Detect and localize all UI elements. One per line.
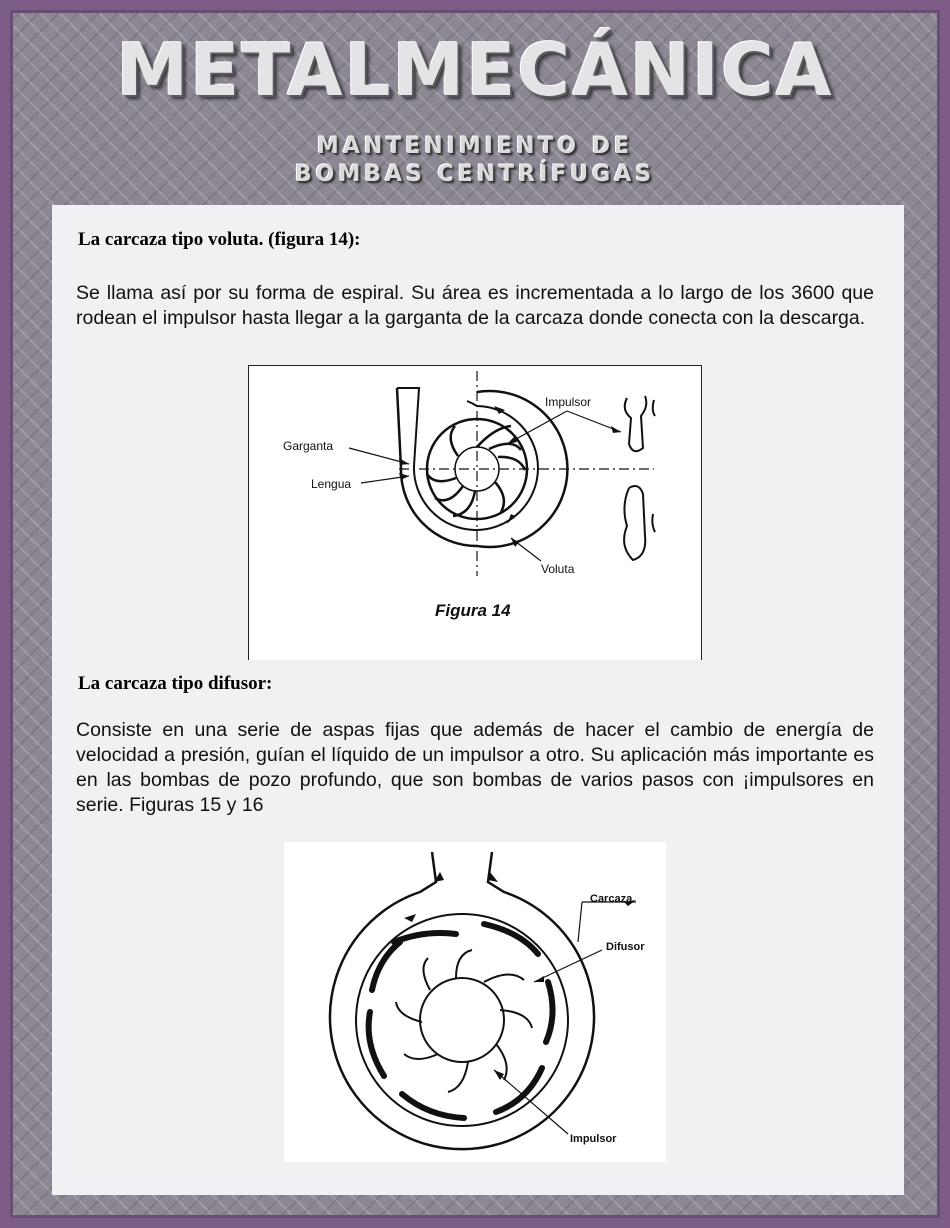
label-impulsor: Impulsor	[545, 395, 592, 409]
diffuser-svg	[284, 842, 666, 1162]
paragraph-difusor: Consiste en una serie de aspas fijas que además de hacer el cambio de energía de velocidad a presión, guían el líquido de un impulsor a otro. Su aplicación más importante es en las bombas de pozo profundo, que son bombas de varios pasos con ¡impulsores en serie. Figuras 15 y 16	[76, 719, 874, 816]
figure-14-caption: Figura 14	[435, 601, 511, 620]
label-carcaza: Carcaza	[590, 893, 633, 905]
masthead-subtitle-line1: MANTENIMIENTO DE	[316, 134, 634, 159]
figure-14-volute-diagram	[248, 365, 702, 660]
section-heading-difusor: La carcaza tipo difusor:	[78, 673, 273, 694]
volute-svg	[249, 366, 701, 661]
paragraph-voluta: Se llama así por su forma de espiral. Su área es incrementada a lo largo de los 3600 que rodean el impulsor hasta llegar a la garganta de la carcaza donde conecta con la descarga.	[76, 282, 874, 329]
section-heading-voluta: La carcaza tipo voluta. (figura 14):	[78, 229, 361, 250]
figure-diffuser-diagram	[284, 842, 666, 1162]
label-impulsor-2: Impulsor	[570, 1133, 617, 1145]
masthead-subtitle-line2: BOMBAS CENTRÍFUGAS	[294, 162, 656, 187]
label-lengua: Lengua	[311, 477, 352, 491]
label-difusor: Difusor	[606, 941, 645, 953]
label-garganta: Garganta	[283, 439, 334, 453]
label-voluta: Voluta	[541, 562, 575, 576]
content-panel	[52, 205, 904, 1195]
masthead-title: METALMECÁNICA	[116, 28, 834, 112]
